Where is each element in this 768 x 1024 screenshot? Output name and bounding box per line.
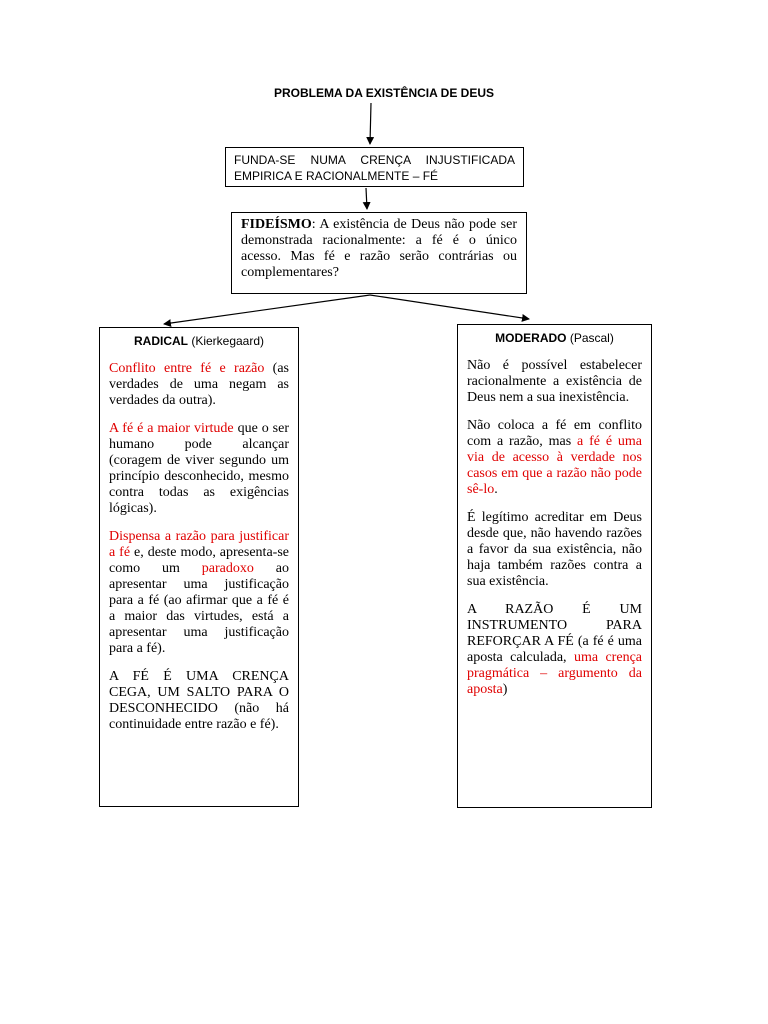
radical-paragraph-3 (109, 529, 289, 657)
arrow-box2-to-moderado (370, 295, 529, 319)
moderado-paragraph-1: Não é possível estabelecer racionalmente a existência de Deus nem a sua inexistência. (467, 358, 642, 405)
arrow-box2-to-radical (164, 295, 370, 324)
radical-p3-highlight: Dispensa a razão para justificar a fé (109, 529, 289, 560)
radical-heading-author: (Kierkegaard) (187, 334, 265, 348)
faith-definition-text: FUNDA-SE NUMA CRENÇA INJUSTIFICADA EMPIRICA E RACIONALMENTE – FÉ (234, 153, 515, 183)
moderado-heading-bold: MODERADO (495, 331, 567, 345)
radical-paragraph-1 (109, 361, 289, 409)
moderado-box (457, 324, 652, 808)
moderado-p4-text: (a fé é uma aposta calculada, (467, 634, 642, 665)
arrow-box1-to-box2 (366, 188, 367, 209)
moderado-paragraph-2 (467, 418, 642, 498)
moderado-p2-text: Não coloca a fé em conflito com a razão, mas (467, 418, 642, 449)
radical-paragraph-4 (109, 669, 289, 733)
radical-paragraph-2 (109, 421, 289, 517)
moderado-p2-end: . (494, 482, 498, 497)
faith-definition-box (225, 147, 524, 187)
moderado-p4-caps: A RAZÃO É UM INSTRUMENTO PARA REFORÇAR A FÉ (467, 602, 642, 649)
radical-p3-highlight-2: paradoxo (201, 561, 254, 576)
radical-p2-highlight: A fé é a maior virtude (109, 421, 234, 436)
fideism-term: FIDEÍSMO (241, 217, 312, 232)
moderado-p2-highlight: a fé é uma via de acesso à verdade nos casos em que a razão não pode sê-lo (467, 434, 642, 497)
page-title: PROBLEMA DA EXISTÊNCIA DE DEUS (273, 86, 495, 100)
radical-heading (109, 334, 289, 349)
fideism-box (231, 212, 527, 294)
radical-p2-text: que o ser humano pode alcançar (coragem de viver segundo um princípio desconhecido, mesmo contra todas as exigências lógicas). (109, 421, 289, 516)
fideism-text: : A existência de Deus não pode ser demonstrada racionalmente: a fé é o único acesso. Mas fé e razão serão contrárias ou complementares? (241, 217, 517, 280)
radical-p1-text: (as verdades de uma negam as verdades da outra). (109, 361, 289, 408)
radical-box (99, 327, 299, 807)
moderado-paragraph-4 (467, 602, 642, 698)
radical-p4-caps: A FÉ É UMA CRENÇA CEGA, UM SALTO PARA O DESCONHECIDO (109, 669, 289, 716)
arrow-title-to-box1 (370, 103, 371, 144)
moderado-paragraph-3: É legítimo acreditar em Deus desde que, não havendo razões a favor da sua existência, não haja também razões contra a sua existência. (467, 510, 642, 589)
radical-heading-bold: RADICAL (133, 334, 188, 348)
radical-p4-text: (não há continuidade entre razão e fé). (109, 701, 289, 732)
moderado-p4-highlight: uma crença pragmática – argumento da aposta (467, 650, 642, 697)
radical-p3-text-2: ao apresentar uma justificação para a fé (ao afirmar que a fé é a maior das virtudes, está a apresentar uma justificação para a fé). (109, 561, 290, 656)
moderado-p4-end: ) (502, 682, 508, 697)
radical-p3-text: e, deste modo, apresenta-se como um (109, 545, 289, 576)
moderado-heading-author: (Pascal) (566, 331, 614, 345)
moderado-heading (467, 331, 642, 346)
radical-p1-highlight: Conflito entre fé e razão (109, 361, 265, 376)
